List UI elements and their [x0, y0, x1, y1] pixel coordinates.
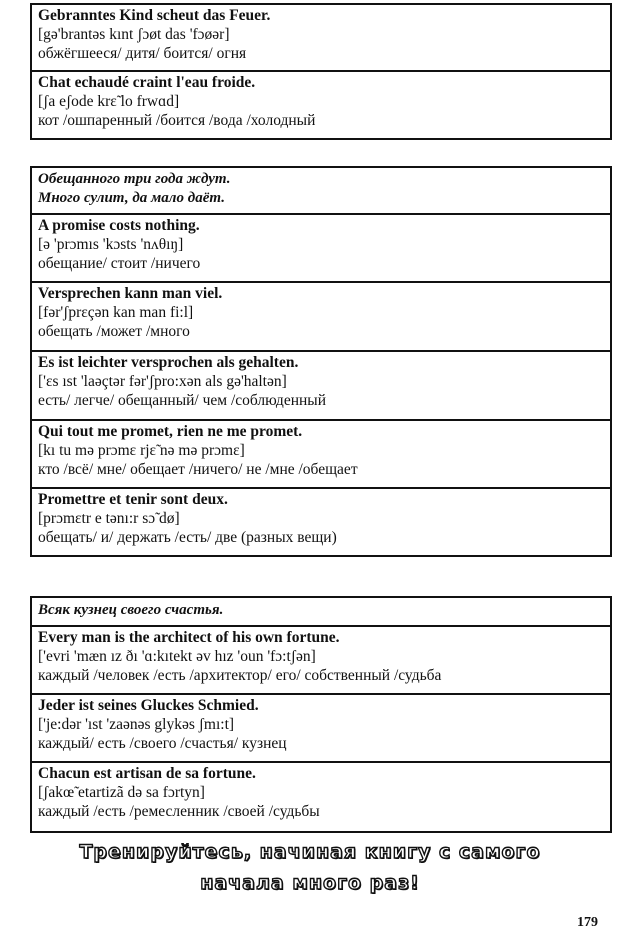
proverb-entry — [32, 5, 610, 70]
russian-proverb-header — [32, 598, 610, 625]
page-number: 179 — [577, 915, 598, 930]
entry-transcription: [prɔmɛtr e tənı:r sɔ̃ dø] — [38, 510, 180, 527]
entry-translation: обещать/ и/ держать /есть/ две (разных вещи) — [38, 529, 337, 546]
entry-title: Every man is the architect of his own fortune. — [38, 629, 340, 646]
entry-translation: кот /ошпаренный /боится /вода /холодный — [38, 112, 316, 129]
entry-title: Chat echaudé craint l'eau froide. — [38, 74, 256, 91]
entry-title: Versprechen kann man viel. — [38, 285, 223, 302]
entry-title: Chacun est artisan de sa fortune. — [38, 765, 256, 782]
entry-title: Jeder ist seines Gluckes Schmied. — [38, 697, 259, 714]
russian-proverb-header — [32, 168, 610, 213]
russian-proverb-line: Много сулит, да мало даёт. — [38, 190, 225, 206]
entry-title: Promettre et tenir sont deux. — [38, 491, 228, 508]
entry-translation: есть/ легче/ обещанный/ чем /соблюденный — [38, 392, 326, 409]
entry-transcription: [kı tu mə prɔmɛ rjɛ̃ nə mə prɔmɛ] — [38, 442, 245, 459]
entry-translation: каждый/ есть /своего /счастья/ кузнец — [38, 735, 287, 752]
entry-translation: кто /всё/ мне/ обещает /ничего/ не /мне /обещает — [38, 461, 358, 478]
proverb-block-3 — [30, 596, 612, 833]
footer-motto-line-1: Тренируйтесь, начиная книгу с самого — [79, 841, 541, 863]
entry-translation: каждый /человек /есть /архитектор/ его/ собственный /судьба — [38, 667, 442, 684]
entry-translation: обжёгшееся/ дитя/ боится/ огня — [38, 45, 247, 62]
entry-title: Es ist leichter versprochen als gehalten. — [38, 354, 299, 371]
entry-transcription: [fər'ʃprɛçən kan man fi:l] — [38, 304, 194, 321]
entry-title: Gebranntes Kind scheut das Feuer. — [38, 7, 271, 24]
proverb-entry — [32, 70, 610, 138]
entry-translation: обещание/ стоит /ничего — [38, 255, 201, 272]
proverb-block-2 — [30, 166, 612, 557]
proverb-entry — [32, 213, 610, 281]
entry-transcription: [ə 'prɔmıs 'kɔsts 'nʌθıŋ] — [38, 236, 184, 253]
entry-translation: обещать /может /много — [38, 323, 190, 340]
proverb-entry — [32, 281, 610, 350]
entry-title: Qui tout me promet, rien ne me promet. — [38, 423, 303, 440]
footer-motto-line-2: начала много раз! — [200, 872, 420, 894]
entry-transcription: ['evri 'mæn ız ðı 'ɑ:kıtekt əv hız 'oun 'fɔ:tʃən] — [38, 648, 316, 665]
proverb-entry — [32, 761, 610, 831]
proverb-entry — [32, 625, 610, 693]
proverb-entry — [32, 350, 610, 419]
russian-proverb-line: Обещанного три года ждут. — [38, 171, 231, 187]
proverb-entry — [32, 693, 610, 761]
proverb-entry — [32, 487, 610, 555]
entry-transcription: [ʃakœ̃ etartizã də sa fɔrtyn] — [38, 784, 205, 801]
entry-translation: каждый /есть /ремесленник /своей /судьбы — [38, 803, 320, 820]
proverb-entry — [32, 419, 610, 487]
proverb-block-1 — [30, 3, 612, 140]
entry-transcription: ['je:dər 'ıst 'zaənəs glykəs ʃmı:t] — [38, 716, 235, 733]
entry-title: A promise costs nothing. — [38, 217, 200, 234]
entry-transcription: [gə'brantəs kınt ʃɔøt das 'fɔøər] — [38, 26, 230, 43]
entry-transcription: ['ɛs ıst 'laəçtər fər'ʃpro:xən als gə'haltən] — [38, 373, 287, 390]
russian-proverb-line: Всяк кузнец своего счастья. — [38, 602, 224, 618]
entry-transcription: [ʃa eʃode krɛ̃ lo frwɑd] — [38, 93, 180, 110]
